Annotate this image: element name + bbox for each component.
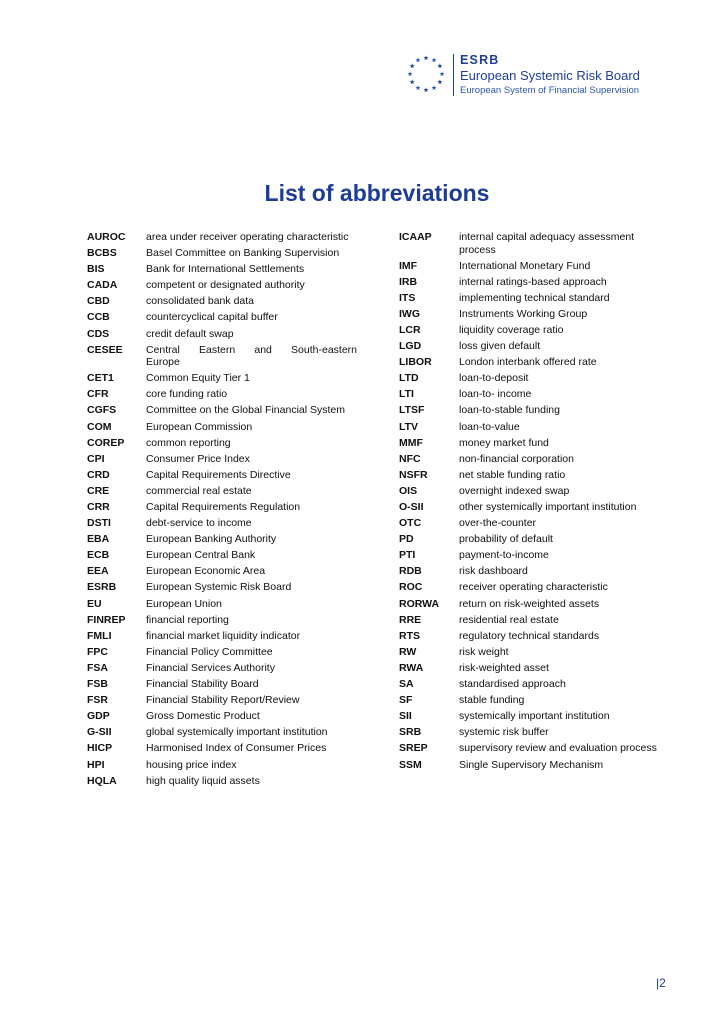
abbreviation-definition [459,231,674,256]
definition-line: systemic risk buffer [459,726,549,739]
abbreviation-definition [146,517,357,530]
definition-line: consolidated bank data [146,295,254,308]
abbreviation-term: FPC [87,645,108,658]
abbreviation-definition [146,742,357,755]
abbreviation-term: ICAAP [399,231,432,243]
definition-line: regulatory technical standards [459,629,600,642]
abbreviation-entry [87,344,357,369]
abbreviation-entry [399,581,674,594]
abbreviation-definition [459,517,674,530]
abbreviation-entry [399,726,674,739]
abbreviation-term: FINREP [87,613,126,626]
definition-line: credit default swap [146,327,234,340]
abbreviation-definition [146,404,357,417]
abbreviation-entry [399,469,674,482]
abbreviation-term: CESEE [87,343,123,356]
abbreviation-definition [146,437,357,450]
abbreviation-entry [399,372,674,385]
abbreviation-term: SRB [399,726,422,739]
abbreviation-definition [146,372,357,385]
abbreviation-term: CET1 [87,372,114,385]
abbreviation-definition [459,614,674,627]
abbreviation-entry [399,276,674,289]
abbreviation-entry [87,533,357,546]
abbreviation-term: SF [399,694,413,707]
abbreviation-definition [459,469,674,482]
abbreviation-definition [459,501,674,514]
abbreviation-definition [459,581,674,594]
logo-name: European Systemic Risk Board [460,68,640,83]
abbreviation-definition [459,694,674,707]
abbreviation-entry [87,646,357,659]
definition-line: countercyclical capital buffer [146,311,278,324]
definition-line: global systemically important institution [146,726,328,739]
abbreviation-term: LTI [399,388,414,401]
abbreviation-term: CBD [87,295,110,308]
abbreviation-term: NFC [399,452,421,465]
abbreviation-term: EBA [87,533,110,546]
abbreviation-definition [146,388,357,401]
abbreviation-entry [87,279,357,292]
definition-line: Capital Requirements Regulation [146,501,301,513]
definition-line: area under receiver operating characteristic [146,231,349,243]
abbreviation-entry [399,662,674,675]
definition-line: Gross Domestic Product [146,710,260,723]
abbreviations-right-column [399,231,674,775]
abbreviation-definition [459,662,674,675]
definition-line: debt-service to income [146,517,252,530]
abbreviation-definition [146,694,357,707]
abbreviation-definition [459,437,674,450]
abbreviation-definition [459,710,674,723]
abbreviation-definition [146,453,357,466]
abbreviation-entry [399,388,674,401]
definition-line: net stable funding ratio [459,468,566,481]
definition-line: European Union [146,597,222,610]
definition-line: risk-weighted asset [459,661,549,674]
abbreviation-entry [87,581,357,594]
definition-line: loan-to-stable funding [459,404,560,417]
abbreviation-definition [146,247,357,260]
definition-line: financial reporting [146,613,229,626]
abbreviation-term: MMF [399,436,423,449]
definition-line: London interbank offered rate [459,356,597,369]
definition-line: internal capital adequacy assessment [459,231,635,243]
abbreviation-entry [399,485,674,498]
abbreviation-term: AUROC [87,231,126,243]
definition-line: core funding ratio [146,388,228,401]
abbreviation-entry [87,742,357,755]
definition-line: Committee on the Global Financial System [146,404,346,417]
abbreviation-term: O-SII [399,501,424,513]
abbreviation-definition [459,565,674,578]
abbreviation-definition [459,308,674,321]
abbreviation-definition [459,340,674,353]
abbreviation-entry [87,328,357,341]
abbreviation-entry [87,311,357,324]
definition-line: Europe [146,356,180,369]
abbreviation-definition [146,759,357,772]
definition-line: implementing technical standard [459,291,610,304]
definition-line: payment-to-income [459,549,549,562]
abbreviation-term: ESRB [87,581,117,594]
definition-line: risk dashboard [459,565,528,578]
abbreviation-term: LGD [399,340,422,353]
abbreviation-entry [87,485,357,498]
logo-divider [453,54,454,96]
abbreviation-entry [87,662,357,675]
abbreviation-entry [87,678,357,691]
abbreviation-definition [459,356,674,369]
abbreviation-term: IMF [399,259,418,272]
abbreviation-term: RTS [399,629,420,642]
abbreviation-term: RDB [399,565,422,578]
abbreviation-entry [87,247,357,260]
abbreviation-definition [146,726,357,739]
definition-line: liquidity coverage ratio [459,323,564,336]
abbreviation-term: NSFR [399,468,428,481]
logo-subtitle: European System of Financial Supervision [460,85,640,96]
abbreviation-entry [399,324,674,337]
abbreviation-entry [399,565,674,578]
definition-line: Bank for International Settlements [146,263,305,276]
definition-line: return on risk-weighted assets [459,597,600,610]
abbreviation-term: PTI [399,549,416,562]
abbreviation-term: CCB [87,311,110,324]
abbreviation-entry [399,453,674,466]
definition-line: internal ratings-based approach [459,275,607,288]
abbreviation-definition [146,662,357,675]
definition-line: other systemically important institution [459,501,637,513]
abbreviation-definition [146,598,357,611]
abbreviation-entry [87,421,357,434]
abbreviation-entry [399,260,674,273]
definition-line: Financial Stability Report/Review [146,694,300,707]
definition-line: European Central Bank [146,549,256,562]
abbreviation-entry [399,533,674,546]
abbreviation-entry [399,292,674,305]
abbreviation-term: RORWA [399,597,440,610]
definition-line: standardised approach [459,678,566,691]
abbreviation-entry [399,404,674,417]
abbreviation-term: BIS [87,263,105,276]
abbreviation-entry [87,598,357,611]
abbreviation-entry [87,726,357,739]
abbreviation-term: LIBOR [399,356,432,369]
definition-line: European Commission [146,420,253,433]
definition-line: Capital Requirements Directive [146,468,291,481]
abbreviation-entry [87,565,357,578]
abbreviation-definition [459,372,674,385]
abbreviation-entry [399,614,674,627]
abbreviation-entry [399,517,674,530]
abbreviation-term: OTC [399,517,422,530]
definition-line: Single Supervisory Mechanism [459,758,604,771]
abbreviation-entry [87,404,357,417]
definition-line: stable funding [459,694,525,707]
abbreviation-term: COREP [87,436,125,449]
logo-acronym: ESRB [460,53,500,67]
abbreviation-definition [146,630,357,643]
abbreviation-term: SSM [399,758,422,771]
definition-line: loss given default [459,340,541,353]
abbreviation-term: RW [399,645,417,658]
abbreviation-entry [87,263,357,276]
abbreviation-entry [399,759,674,772]
abbreviation-term: HQLA [87,774,117,787]
abbreviation-entry [87,372,357,385]
abbreviation-entry [399,598,674,611]
definition-line: process [459,243,496,256]
abbreviation-definition [459,533,674,546]
definition-line: Financial Stability Board [146,678,259,691]
abbreviation-entry [399,742,674,755]
abbreviation-definition [146,549,357,562]
abbreviation-entry [399,421,674,434]
abbreviation-term: DSTI [87,517,111,530]
abbreviation-definition [459,485,674,498]
abbreviation-term: CFR [87,388,109,401]
abbreviation-entry [399,340,674,353]
abbreviation-entry [399,630,674,643]
definition-line: Consumer Price Index [146,452,250,465]
definition-line: European Banking Authority [146,533,277,546]
definition-line: loan-to- income [459,388,532,401]
definition-line: systemically important institution [459,710,610,723]
abbreviation-term: ITS [399,291,416,304]
abbreviation-entry [87,775,357,788]
abbreviation-entry [87,517,357,530]
definition-line: Common Equity Tier 1 [146,372,250,385]
abbreviation-definition [146,295,357,308]
definition-line: high quality liquid assets [146,774,260,787]
abbreviation-definition [459,260,674,273]
page-title: List of abbreviations [264,180,490,206]
abbreviation-entry [87,295,357,308]
abbreviation-definition [459,678,674,691]
abbreviation-term: CGFS [87,404,117,417]
abbreviation-definition [146,533,357,546]
definition-line: commercial real estate [146,484,252,497]
abbreviation-entry [87,759,357,772]
abbreviation-definition [459,388,674,401]
abbreviation-definition [459,324,674,337]
definition-line: financial market liquidity indicator [146,629,301,642]
abbreviation-entry [399,678,674,691]
abbreviation-definition [459,759,674,772]
abbreviation-term: SREP [399,742,428,755]
definition-line: over-the-counter [459,517,537,530]
definition-line: Basel Committee on Banking Supervision [146,247,340,260]
definition-line: Harmonised Index of Consumer Prices [146,742,327,755]
abbreviation-entry [399,231,674,256]
abbreviation-definition [146,678,357,691]
abbreviation-term: BCBS [87,247,117,260]
abbreviation-term: COM [87,420,112,433]
abbreviation-term: GDP [87,710,110,723]
abbreviation-definition [459,742,674,755]
definition-line: International Monetary Fund [459,259,591,272]
abbreviation-term: CPI [87,452,105,465]
abbreviation-definition [146,231,357,244]
abbreviation-definition [459,421,674,434]
abbreviation-definition [459,630,674,643]
abbreviation-entry [87,469,357,482]
abbreviation-term: LTD [399,372,419,385]
abbreviation-term: ECB [87,549,110,562]
abbreviation-entry [87,549,357,562]
abbreviation-definition [459,646,674,659]
esrb-logo [404,52,654,100]
abbreviation-entry [87,630,357,643]
abbreviation-term: G-SII [87,726,112,739]
eu-stars-icon [404,52,448,96]
definition-line: receiver operating characteristic [459,581,608,594]
abbreviation-definition [146,263,357,276]
abbreviation-term: CDS [87,327,110,340]
definition-line: Financial Policy Committee [146,645,273,658]
page-number: |2 [656,976,666,990]
definition-line: probability of default [459,533,553,546]
abbreviation-definition [146,279,357,292]
abbreviation-term: FSB [87,678,108,691]
abbreviation-term: CRR [87,501,110,513]
abbreviation-term: LCR [399,323,421,336]
abbreviation-entry [87,388,357,401]
abbreviation-term: FMLI [87,629,112,642]
abbreviation-term: CRD [87,468,110,481]
abbreviation-term: CADA [87,279,118,292]
abbreviation-definition [146,581,357,594]
abbreviation-entry [399,437,674,450]
abbreviation-entry [399,549,674,562]
abbreviation-term: CRE [87,484,110,497]
abbreviation-term: HPI [87,758,105,771]
definition-line: common reporting [146,436,231,449]
abbreviation-term: IWG [399,307,420,320]
abbreviation-entry [399,308,674,321]
abbreviation-entry [87,710,357,723]
abbreviation-term: ROC [399,581,423,594]
abbreviation-entry [87,453,357,466]
abbreviation-definition [146,775,357,788]
abbreviation-definition [459,549,674,562]
definition-line: loan-to-deposit [459,372,529,385]
abbreviation-definition [146,311,357,324]
definition-line: housing price index [146,758,237,771]
definition-line: risk weight [459,645,509,658]
definition-line: loan-to-value [459,420,520,433]
abbreviation-definition [146,646,357,659]
abbreviation-definition [146,469,357,482]
abbreviation-definition [459,598,674,611]
abbreviation-entry [399,694,674,707]
abbreviation-term: EU [87,597,102,610]
abbreviation-definition [146,328,357,341]
abbreviation-term: PD [399,533,414,546]
definition-line: competent or designated authority [146,279,305,292]
abbreviation-term: FSR [87,694,108,707]
abbreviation-definition [459,453,674,466]
abbreviation-entry [399,646,674,659]
abbreviation-term: RRE [399,613,422,626]
abbreviation-term: LTSF [399,404,425,417]
definition-line: European Economic Area [146,565,266,578]
abbreviation-entry [87,501,357,514]
abbreviation-term: SA [399,678,414,691]
abbreviation-entry [87,694,357,707]
definition-line: money market fund [459,436,549,449]
abbreviation-entry [87,614,357,627]
definition-line: Financial Services Authority [146,661,275,674]
abbreviation-term: SII [399,710,412,723]
abbreviation-definition [146,710,357,723]
definition-line: supervisory review and evaluation process [459,742,657,755]
abbreviation-entry [399,356,674,369]
abbreviation-definition [146,501,357,514]
abbreviation-definition [146,565,357,578]
abbreviation-definition [459,276,674,289]
definition-line: residential real estate [459,613,559,626]
abbreviation-term: IRB [399,275,418,288]
definition-line: Central Eastern and South-eastern [146,343,357,356]
abbreviation-entry [399,501,674,514]
abbreviation-term: EEA [87,565,109,578]
definition-line: overnight indexed swap [459,484,570,497]
abbreviation-definition [146,421,357,434]
abbreviation-term: LTV [399,420,419,433]
abbreviation-definition [146,614,357,627]
definition-line: European Systemic Risk Board [146,581,292,594]
abbreviation-term: RWA [399,661,424,674]
definition-line: non-financial corporation [459,452,574,465]
abbreviation-term: OIS [399,484,418,497]
abbreviation-definition [459,726,674,739]
abbreviation-term: HICP [87,742,113,755]
abbreviation-entry [399,710,674,723]
abbreviation-entry [87,231,357,244]
abbreviation-definition [146,344,357,369]
definition-line: Instruments Working Group [459,307,588,320]
abbreviation-term: FSA [87,661,108,674]
abbreviation-definition [459,404,674,417]
abbreviation-definition [146,485,357,498]
abbreviation-entry [87,437,357,450]
abbreviation-definition [459,292,674,305]
abbreviations-left-column [87,231,357,791]
